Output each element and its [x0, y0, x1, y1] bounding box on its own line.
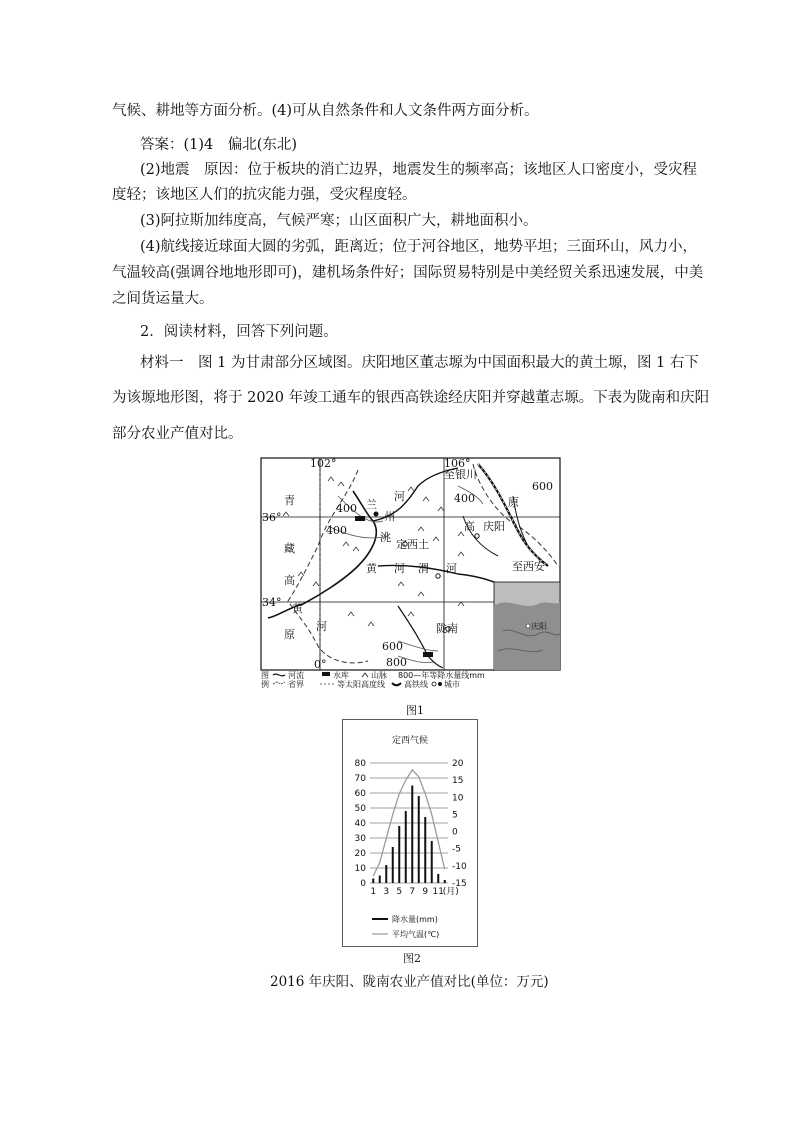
inset-qingyang-label: 庆阳: [531, 622, 547, 631]
wei-river-label-1: 渭: [418, 562, 429, 575]
yellow-river-label-b: 河: [316, 620, 327, 633]
x-tick-label: 9: [422, 887, 429, 897]
gansu-region-map: [258, 456, 562, 688]
figure1-caption: 图1: [406, 704, 424, 717]
legend-rail: 高铁线: [404, 680, 428, 688]
map-legend: [261, 670, 485, 688]
y-left-tick: 80: [354, 759, 366, 769]
y-right-tick: 20: [452, 759, 464, 769]
lat-34-label: 34°: [262, 596, 282, 609]
legend-reservoir: 水库: [333, 671, 349, 680]
precip-bar: [418, 796, 420, 883]
x-tick-label: 1: [370, 887, 377, 897]
plateau-label: 土: [418, 538, 429, 551]
x-tick-label: 11: [432, 887, 444, 897]
text-line-6: (4)航线接近球面大圆的劣弧，距离近；位于河谷地区，地势平坦；三面环山，风力小，: [140, 239, 698, 255]
yellow-river-label-a: 黄: [292, 602, 303, 615]
text-line-4: 度轻；该地区人们的抗灾能力强，受灾程度轻。: [112, 187, 417, 203]
y-left-tick: 70: [354, 774, 366, 784]
text-line-1: 气候、耕地等方面分析。(4)可从自然条件和人文条件两方面分析。: [112, 103, 539, 119]
legend-border: 省界: [288, 680, 304, 688]
precip-bar: [437, 874, 439, 883]
wei-river-label-2: 河: [446, 562, 457, 575]
y-right-tick: 15: [452, 776, 464, 787]
solar-0-label: 0°: [314, 658, 327, 671]
tao-river-label: 洮: [380, 531, 391, 544]
legend-city: 城市: [444, 680, 460, 688]
text-line-5: (3)阿拉斯加纬度高，气候严寒；山区面积广大，耕地面积小。: [140, 213, 538, 229]
lat-36-label: 36°: [262, 511, 282, 524]
dingxi-label: 定西: [396, 538, 418, 551]
question-2-heading: 2．阅读材料，回答下列问题。: [140, 324, 338, 340]
y-left-tick: 10: [354, 864, 366, 874]
precip-bar: [431, 841, 433, 883]
isohyet-800: 800: [386, 656, 407, 669]
y-left-tick: 50: [354, 804, 366, 814]
legend-label-1: 图: [261, 671, 269, 680]
y-left-tick: 30: [354, 834, 366, 844]
precip-bar: [392, 847, 394, 883]
lanzhou-label-2: 州: [384, 510, 395, 523]
y-right-tick: 0: [452, 827, 458, 838]
text-line-7: 气温较高(强调谷地地形即可)，建机场条件好；国际贸易特别是中美经贸关系迅速发展，中美: [112, 265, 704, 281]
qingyang-label: 庆阳: [483, 520, 505, 533]
lon-106-label: 106°: [444, 457, 471, 470]
precip-bar: [444, 880, 446, 883]
text-line-3: (2)地震 原因：位于板块的消亡边界，地震发生的频率高；该地区人口密度小，受灾程: [140, 162, 698, 178]
x-tick-label: 7: [409, 887, 416, 897]
y-right-tick: 10: [452, 793, 464, 804]
lon-102-label: 102°: [310, 457, 337, 470]
month-unit-label: (月): [442, 887, 459, 897]
dongzhi-label-2: 原: [508, 496, 519, 509]
precip-bar: [379, 876, 381, 884]
lanzhou-label-1: 兰: [366, 498, 377, 511]
y-right-tick: -10: [452, 861, 467, 872]
legend-mountain: 山脉: [371, 671, 387, 680]
isohyet-600-b: 600: [382, 640, 403, 653]
y-left-tick: 0: [360, 879, 366, 889]
table-title: 2016 年庆阳、陇南农业产值对比(单位：万元): [270, 974, 549, 990]
dingxi-climate-chart: [342, 719, 478, 947]
qinghai-label-2: 藏: [284, 542, 295, 555]
text-line-8: 之间货运量大。: [112, 291, 214, 307]
chart-title: 定西气候: [391, 736, 429, 746]
longnan-label: 陇南: [436, 622, 458, 635]
precip-bar: [372, 879, 374, 884]
precip-bar: [411, 786, 413, 884]
precip-bar: [405, 811, 407, 883]
y-right-tick: -5: [452, 844, 461, 855]
isohyet-600-a: 600: [532, 480, 553, 493]
legend-temp: 平均气温(℃): [392, 930, 440, 939]
to-yinchuan-label: 至银川: [444, 468, 477, 481]
legend-isohyet: 800—年等降水量线mm: [398, 671, 485, 680]
y-left-tick: 20: [354, 849, 366, 859]
answer-line: 答案：(1)4 偏北(东北): [140, 137, 298, 153]
qinghai-label-4: 原: [284, 628, 295, 641]
x-tick-label: 5: [396, 887, 403, 897]
material-line-1: 材料一 图 1 为甘肃部分区域图。庆阳地区董志塬为中国面积最大的黄土塬，图 1 右下: [140, 355, 699, 371]
x-tick-label: 3: [383, 887, 390, 897]
legend-solar-altitude: 等太阳高度线: [337, 680, 385, 688]
material-line-2: 为该塬地形图，将于 2020 年竣工通车的银西高铁途经庆阳并穿越董志塬。下表为陇南和庆阳: [112, 390, 710, 406]
legend-label-2: 例: [261, 680, 269, 688]
to-xian-label: 至西安: [512, 560, 545, 573]
isohyet-400-c: 400: [326, 524, 347, 537]
qinghai-label-3: 高: [284, 574, 295, 587]
qinghai-label-1: 青: [284, 494, 295, 507]
dongzhi-label-1: 高: [464, 520, 475, 533]
legend-precip: 降水量(mm): [392, 915, 438, 924]
figure2-caption: 图2: [403, 952, 421, 965]
yellow-river-label-d: 河: [394, 562, 405, 575]
isohyet-400-a: 400: [336, 502, 357, 515]
precip-bar: [424, 817, 426, 883]
precip-bar: [385, 865, 387, 883]
y-left-tick: 60: [354, 789, 366, 799]
material-line-3: 部分农业产值对比。: [112, 426, 243, 442]
river-label-top: 河: [394, 490, 405, 503]
isohyet-400-b: 400: [454, 492, 475, 505]
y-left-tick: 40: [354, 819, 366, 829]
precip-bar: [398, 826, 400, 883]
y-right-tick: -15: [452, 879, 467, 889]
yellow-river-label-c: 黄: [366, 562, 377, 575]
y-right-tick: 5: [452, 810, 458, 821]
legend-river: 河流: [288, 671, 304, 680]
